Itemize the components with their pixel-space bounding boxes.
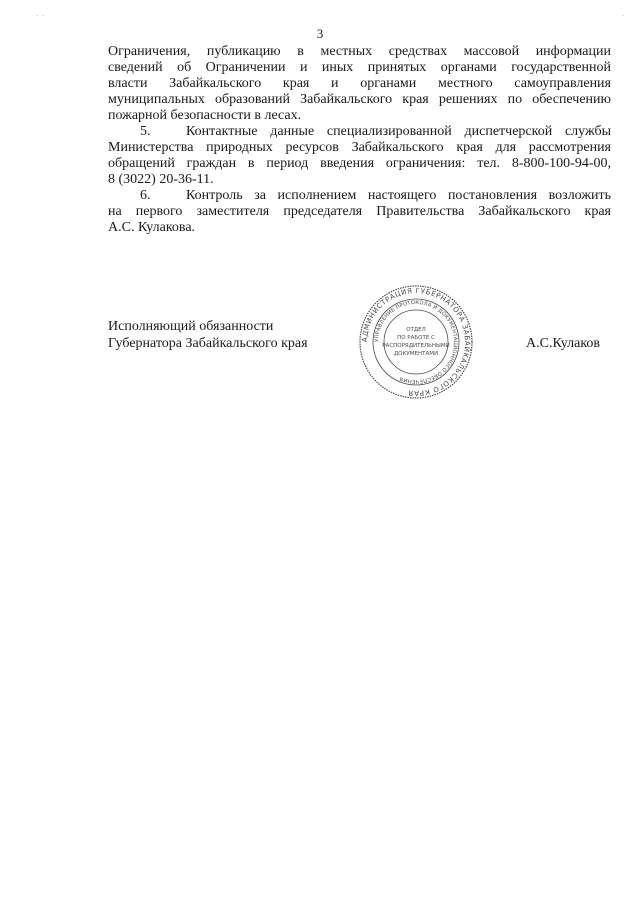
scan-mark: `	[622, 14, 625, 22]
paragraph-continuation	[108, 44, 611, 124]
svg-text:УПРАВЛЕНИЕ ПРОТОКОЛА И ДОКУМЕН	[374, 300, 458, 384]
seal-graphic	[358, 284, 474, 400]
text-line: Министерства природных ресурсов Забайкальского края для рассмотрения	[108, 140, 611, 155]
paragraph-6	[108, 188, 611, 236]
text-line: сведений об Ограничении и иных принятых органами государственной	[108, 60, 611, 75]
text-line: А.С. Кулакова.	[108, 220, 196, 235]
seal-center-line: ОТДЕЛ	[406, 327, 426, 333]
text-line: 8 (3022) 20-36-11.	[108, 172, 214, 187]
text-line: пожарной безопасности в лесах.	[108, 108, 302, 123]
seal-inner-text: УПРАВЛЕНИЕ ПРОТОКОЛА И ДОКУМЕНТАЦИОННОГО ОБЕСПЕЧЕНИЯ	[373, 299, 459, 385]
signature-title-line: Губернатора Забайкальского края	[108, 336, 308, 351]
text-line: обращений граждан в период введения ограничения: тел. 8-800-100-94-00,	[108, 156, 611, 171]
paragraph-number: 5.	[140, 124, 151, 139]
paragraph-number: 6.	[140, 188, 151, 203]
page-number: 3	[316, 26, 324, 41]
signature-name: А.С.Кулаков	[526, 336, 601, 351]
seal-center-line: ДОКУМЕНТАМИ	[393, 351, 439, 357]
official-seal	[358, 284, 474, 400]
seal-center-line: РАСПОРЯДИТЕЛЬНЫМИ	[382, 343, 450, 349]
signature-title-line: Исполняющий обязанности	[108, 319, 274, 334]
paragraph-5	[108, 124, 611, 188]
text-line: Контроль за исполнением настоящего постановления возложить	[186, 188, 611, 203]
scan-mark: · ·	[36, 12, 45, 20]
seal-center-line: ПО РАБОТЕ С	[397, 335, 435, 341]
text-line: муниципальных образований Забайкальского края решениях по обеспечению	[108, 92, 611, 107]
text-line: Ограничения, публикацию в местных средствах массовой информации	[108, 44, 611, 59]
seal-outer-text: АДМИНИСТРАЦИЯ ГУБЕРНАТОРА ЗАБАЙКАЛЬСКОГО КРАЯ	[360, 286, 472, 398]
text-line: власти Забайкальского края и органами местного самоуправления	[108, 76, 611, 91]
signature-title	[108, 318, 308, 352]
document-body	[108, 44, 611, 236]
text-line: на первого заместителя председателя Правительства Забайкальского края	[108, 204, 611, 219]
text-line: Контактные данные специализированной диспетчерской службы	[186, 124, 611, 139]
